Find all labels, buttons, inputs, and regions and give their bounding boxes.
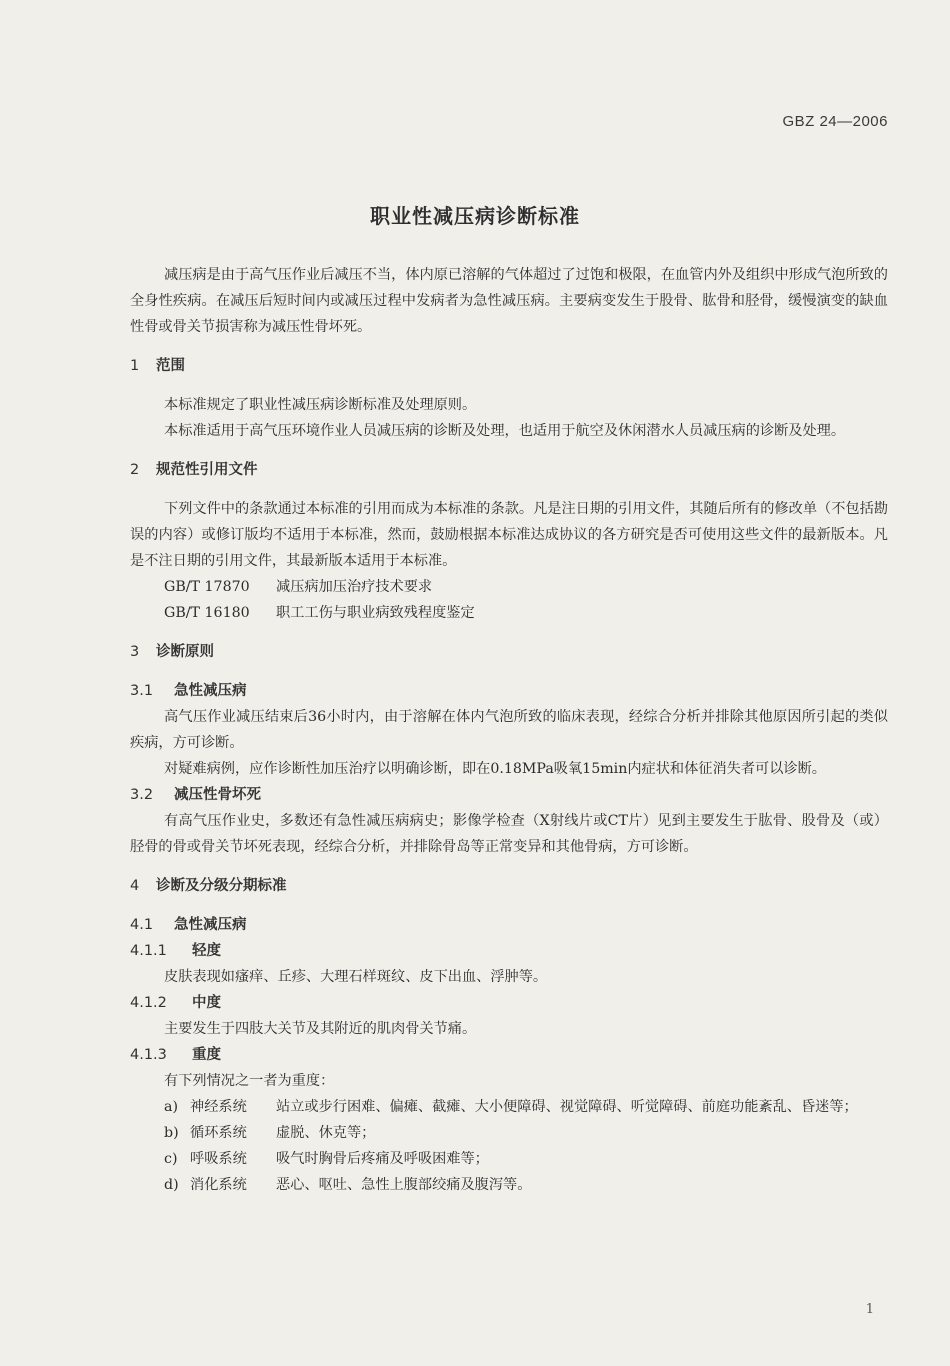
section-number: 3 <box>130 644 140 660</box>
section-2-heading <box>130 458 888 482</box>
page-number: 1 <box>865 1302 874 1317</box>
section-number: 4 <box>130 878 140 894</box>
document-body <box>130 262 888 1198</box>
clause-lead: 有下列情况之一者为重度： <box>164 1073 335 1089</box>
subsection-3-1-heading <box>130 678 888 704</box>
list-system: 循环系统 <box>190 1125 247 1141</box>
subsection-title: 减压性骨坏死 <box>174 787 261 803</box>
list-item <box>130 1120 888 1146</box>
clause-number: 4.1.1 <box>130 943 167 959</box>
reference-code: GB/T 16180 <box>164 605 250 621</box>
list-text: 站立或步行困难、偏瘫、截瘫、大小便障碍、视觉障碍、听觉障碍、前庭功能紊乱、昏迷等； <box>276 1099 858 1115</box>
list-marker: d) <box>164 1177 179 1193</box>
clause-paragraph: 皮肤表现如瘙痒、丘疹、大理石样斑纹、皮下出血、浮肿等。 <box>164 969 548 985</box>
list-marker: a) <box>164 1099 178 1115</box>
section-number: 1 <box>130 358 140 374</box>
list-item <box>130 1146 888 1172</box>
section-1-paragraph: 本标准适用于高气压环境作业人员减压病的诊断及处理，也适用于航空及休闲潜水人员减压病的诊断及处理。 <box>164 423 846 439</box>
list-item <box>130 1172 888 1198</box>
clause-paragraph: 主要发生于四肢大关节及其附近的肌肉骨关节痛。 <box>164 1021 477 1037</box>
subsection-number: 4.1 <box>130 917 154 933</box>
reference-row <box>130 600 888 626</box>
section-title: 规范性引用文件 <box>156 462 258 478</box>
subsection-paragraph: 有高气压作业史，多数还有急性减压病病史；影像学检查（X射线片或CT片）见到主要发生于肱骨、股骨及（或）胫骨的骨或骨关节坏死表现，经综合分析，并排除骨岛等正常变异和其他骨病，方可诊断。 <box>130 813 888 855</box>
section-title: 诊断原则 <box>156 644 214 660</box>
section-title: 诊断及分级分期标准 <box>156 878 287 894</box>
section-3-heading <box>130 640 888 664</box>
section-number: 2 <box>130 462 140 478</box>
list-item <box>130 1094 888 1120</box>
list-text: 虚脱、休克等； <box>276 1125 376 1141</box>
list-system: 消化系统 <box>190 1177 247 1193</box>
section-2-paragraph: 下列文件中的条款通过本标准的引用而成为本标准的条款。凡是注日期的引用文件，其随后所有的修改单（不包括勘误的内容）或修订版均不适用于本标准，然而，鼓励根据本标准达成协议的各方研究是否可使用这些文件的最新版本。凡是不注日期的引用文件，其最新版本适用于本标准。 <box>130 501 888 569</box>
clause-4-1-1-heading <box>130 938 888 964</box>
list-system: 神经系统 <box>190 1099 247 1115</box>
clause-4-1-2-heading <box>130 990 888 1016</box>
section-1-paragraph: 本标准规定了职业性减压病诊断标准及处理原则。 <box>164 397 477 413</box>
clause-number: 4.1.2 <box>130 995 167 1011</box>
subsection-3-2-heading <box>130 782 888 808</box>
clause-title: 轻度 <box>192 943 221 959</box>
document-title: 职业性减压病诊断标准 <box>370 204 580 228</box>
subsection-title: 急性减压病 <box>174 683 247 699</box>
clause-number: 4.1.3 <box>130 1047 167 1063</box>
subsection-4-1-heading <box>130 912 888 938</box>
standard-code: GBZ 24—2006 <box>782 113 888 130</box>
section-title: 范围 <box>156 358 185 374</box>
clause-title: 中度 <box>192 995 221 1011</box>
list-marker: b) <box>164 1125 179 1141</box>
section-1-heading <box>130 354 888 378</box>
subsection-number: 3.2 <box>130 787 154 803</box>
subsection-paragraph: 对疑难病例，应作诊断性加压治疗以明确诊断，即在0.18MPa吸氧15min内症状和体征消失者可以诊断。 <box>164 761 826 777</box>
reference-code: GB/T 17870 <box>164 579 250 595</box>
reference-name: 减压病加压治疗技术要求 <box>276 579 433 595</box>
reference-row <box>130 574 888 600</box>
subsection-paragraph: 高气压作业减压结束后36小时内，由于溶解在体内气泡所致的临床表现，经综合分析并排除其他原因所引起的类似疾病，方可诊断。 <box>130 709 888 751</box>
list-marker: c) <box>164 1151 178 1167</box>
clause-4-1-3-heading <box>130 1042 888 1068</box>
subsection-number: 3.1 <box>130 683 154 699</box>
list-text: 恶心、呕吐、急性上腹部绞痛及腹泻等。 <box>276 1177 532 1193</box>
intro-paragraph: 减压病是由于高气压作业后减压不当，体内原已溶解的气体超过了过饱和极限，在血管内外及组织中形成气泡所致的全身性疾病。在减压后短时间内或减压过程中发病者为急性减压病。主要病变发生于股骨、肱骨和胫骨，缓慢演变的缺血性骨或骨关节损害称为减压性骨坏死。 <box>130 267 888 335</box>
list-text: 吸气时胸骨后疼痛及呼吸困难等； <box>276 1151 489 1167</box>
subsection-title: 急性减压病 <box>174 917 247 933</box>
list-system: 呼吸系统 <box>190 1151 247 1167</box>
clause-title: 重度 <box>192 1047 221 1063</box>
reference-name: 职工工伤与职业病致残程度鉴定 <box>276 605 475 621</box>
section-4-heading <box>130 874 888 898</box>
